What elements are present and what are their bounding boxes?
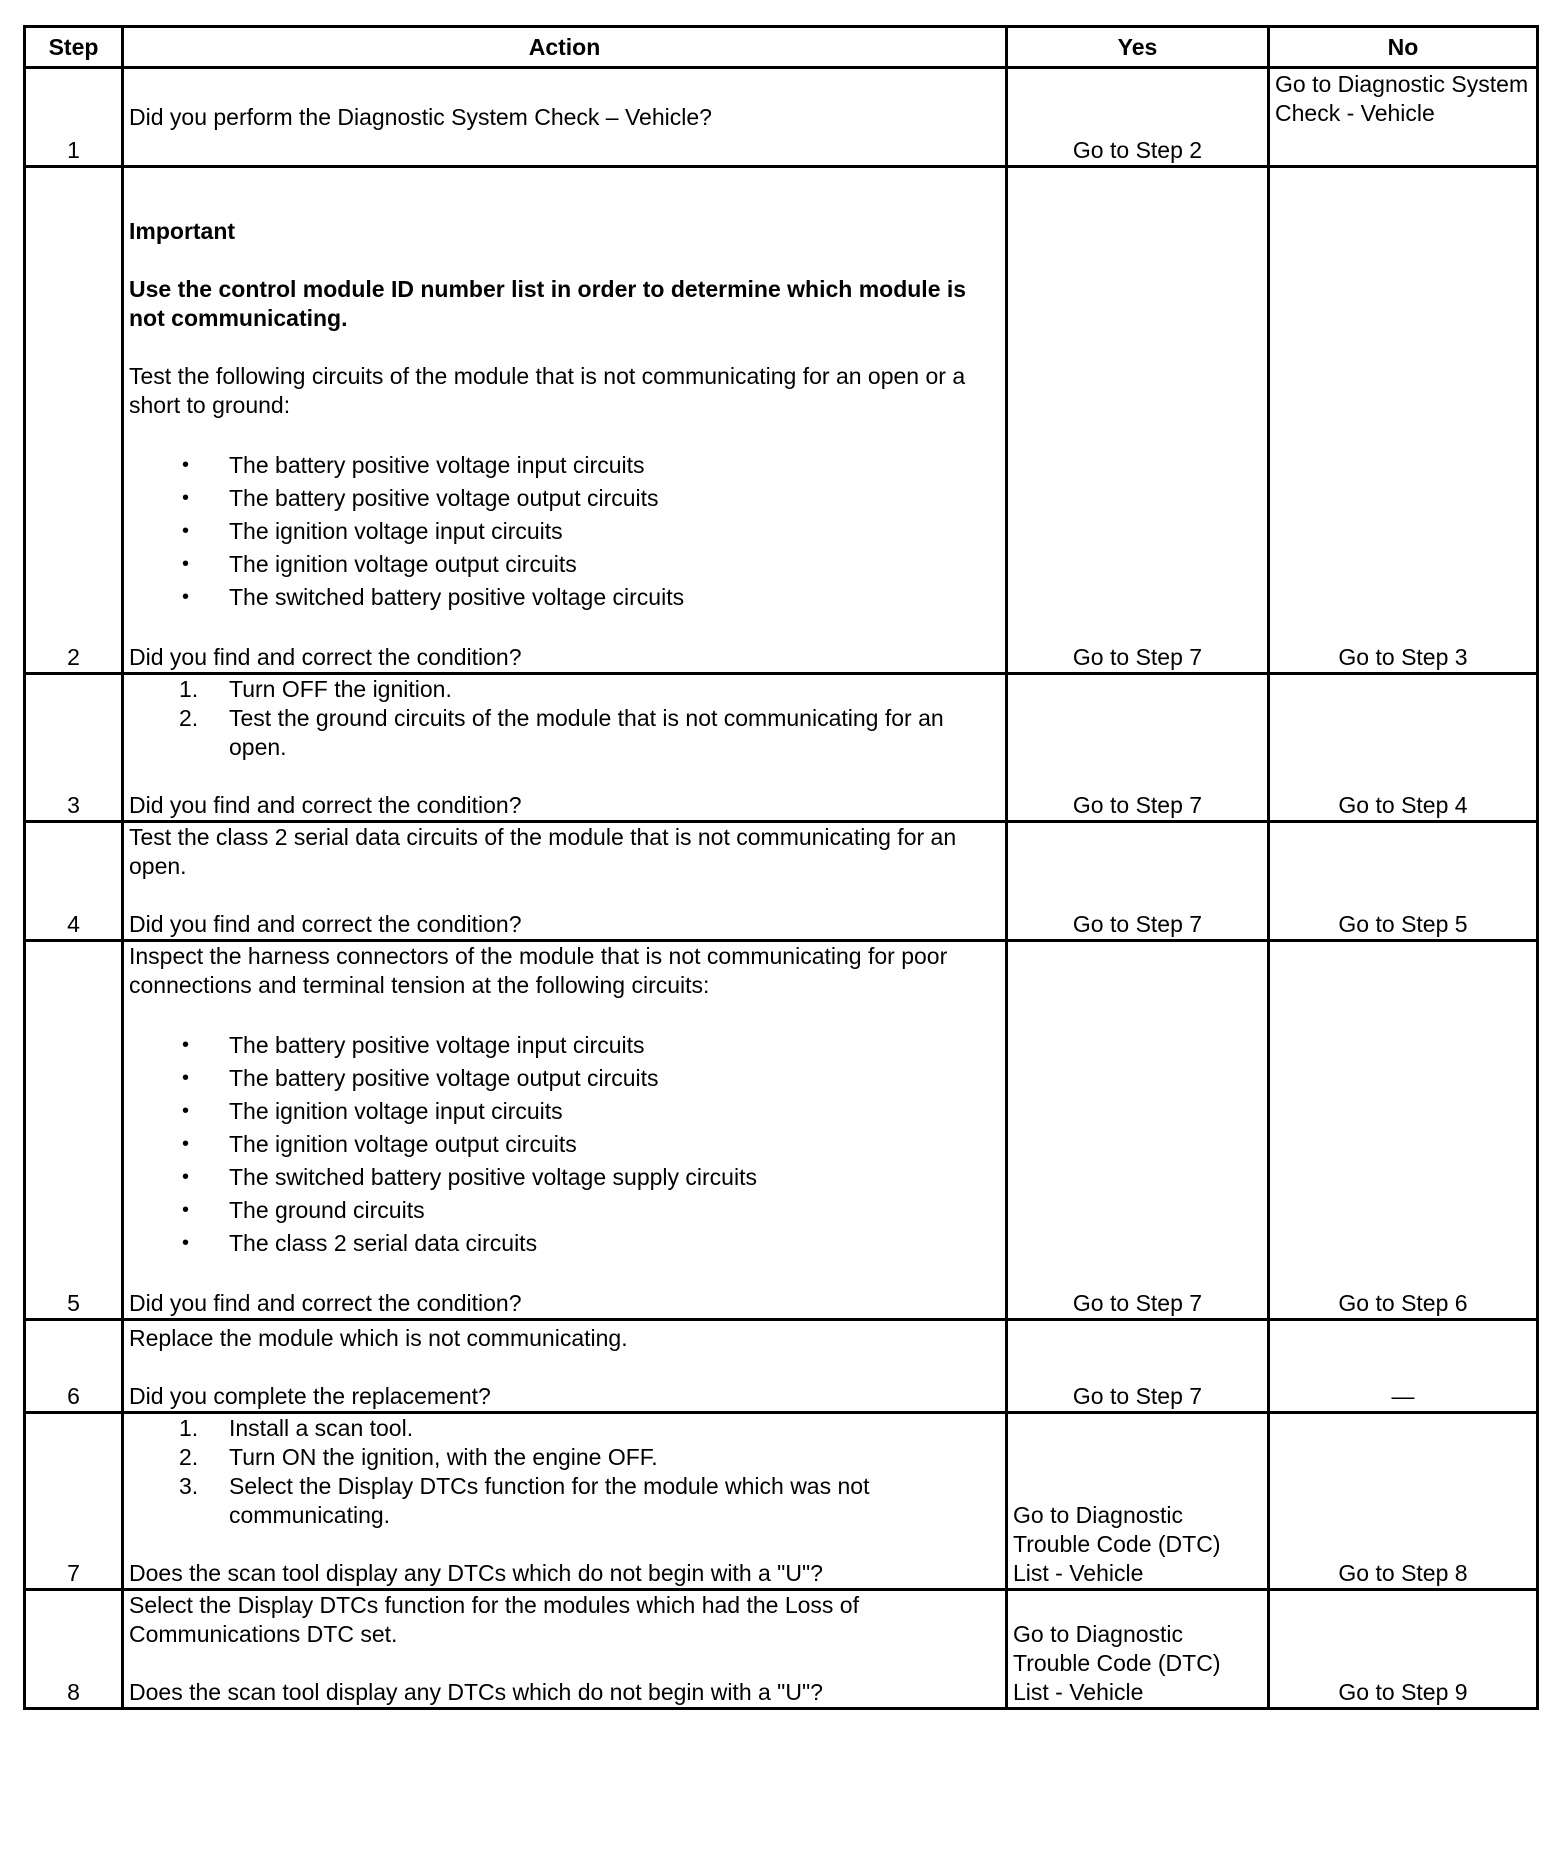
no-cell: Go to Step 8 [1269, 1413, 1538, 1590]
step-number: 8 [25, 1590, 123, 1709]
bullet-icon: • [182, 1133, 190, 1155]
list-item: 1. Install a scan tool. [179, 1415, 414, 1441]
header-action: Action [123, 27, 1007, 68]
bullet-icon: • [182, 586, 190, 608]
table-row-step-1 [25, 68, 1538, 167]
action-intro: Test the following circuits of the module that is not communicating for an open or a short to ground: [129, 363, 966, 418]
table-row-step-3 [25, 674, 1538, 822]
step-number: 1 [25, 68, 123, 167]
bullet-icon: • [182, 454, 190, 476]
step-number: 5 [25, 941, 123, 1320]
bullet-icon: • [182, 1232, 190, 1254]
action-question: Did you complete the replacement? [129, 1383, 491, 1409]
action-question: Does the scan tool display any DTCs which do not begin with a "U"? [129, 1560, 823, 1586]
step-number: 7 [25, 1413, 123, 1590]
yes-cell: Go to Step 7 [1007, 167, 1269, 674]
list-item: 1. Turn OFF the ignition. [179, 676, 452, 702]
bullet-icon: • [182, 1100, 190, 1122]
header-step: Step [25, 27, 123, 68]
action-intro: Inspect the harness connectors of the module that is not communicating for poor connections and terminal tension at the following circuits: [129, 943, 948, 998]
yes-cell: Go to Diagnostic Trouble Code (DTC) List - Vehicle [1007, 1590, 1269, 1709]
list-item: • The ignition voltage output circuits [129, 1128, 1000, 1161]
yes-cell: Go to Step 7 [1007, 1320, 1269, 1413]
action-cell [123, 941, 1007, 1320]
bullet-icon: • [182, 1199, 190, 1221]
no-cell: Go to Step 4 [1269, 674, 1538, 822]
step-number: 4 [25, 822, 123, 941]
diagnostic-table [23, 25, 1539, 1710]
list-item: • The switched battery positive voltage supply circuits [129, 1161, 1000, 1194]
list-item: 3. Select the Display DTCs function for the module which was not communicating. [179, 1473, 870, 1528]
important-text: Use the control module ID number list in order to determine which module is not communicating. [129, 276, 967, 331]
table-row-step-7 [25, 1413, 1538, 1590]
bullet-icon: • [182, 553, 190, 575]
action-intro: Test the class 2 serial data circuits of the module that is not communicating for an open. [129, 824, 957, 879]
action-cell [123, 167, 1007, 674]
action-question: Did you perform the Diagnostic System Check – Vehicle? [129, 103, 712, 130]
table-row-step-6 [25, 1320, 1538, 1413]
action-question: Did you find and correct the condition? [129, 644, 522, 670]
yes-cell: Go to Step 7 [1007, 941, 1269, 1320]
action-cell [123, 822, 1007, 941]
action-question: Did you find and correct the condition? [129, 911, 522, 937]
table-row-step-5 [25, 941, 1538, 1320]
list-item: • The battery positive voltage output circuits [129, 482, 1000, 515]
important-heading: Important [129, 218, 236, 244]
table-row-step-4 [25, 822, 1538, 941]
procedure-list [129, 1414, 1000, 1530]
yes-cell: Go to Diagnostic Trouble Code (DTC) List - Vehicle [1007, 1413, 1269, 1590]
header-yes: Yes [1007, 27, 1269, 68]
no-cell: — [1269, 1320, 1538, 1413]
action-intro: Select the Display DTCs function for the modules which had the Loss of Communications DTC set. [129, 1592, 859, 1647]
no-cell: Go to Step 9 [1269, 1590, 1538, 1709]
step-number: 2 [25, 167, 123, 674]
table-row-step-2 [25, 167, 1538, 674]
no-cell: Go to Diagnostic System Check - Vehicle [1269, 68, 1538, 167]
action-cell [123, 674, 1007, 822]
no-cell: Go to Step 3 [1269, 167, 1538, 674]
yes-cell: Go to Step 2 [1007, 68, 1269, 167]
action-cell [123, 1320, 1007, 1413]
bullet-icon: • [182, 1166, 190, 1188]
action-intro: Replace the module which is not communicating. [129, 1325, 628, 1351]
bullet-icon: • [182, 1034, 190, 1056]
yes-cell: Go to Step 7 [1007, 674, 1269, 822]
action-question: Did you find and correct the condition? [129, 792, 522, 818]
action-cell [123, 1590, 1007, 1709]
step-number: 3 [25, 674, 123, 822]
list-item: • The battery positive voltage input circuits [129, 1029, 1000, 1062]
list-item: • The battery positive voltage input circuits [129, 449, 1000, 482]
no-cell: Go to Step 6 [1269, 941, 1538, 1320]
yes-cell: Go to Step 7 [1007, 822, 1269, 941]
action-question: Did you find and correct the condition? [129, 1290, 522, 1316]
header-no: No [1269, 27, 1538, 68]
list-item: 2. Turn ON the ignition, with the engine OFF. [179, 1444, 658, 1470]
action-cell [123, 1413, 1007, 1590]
step-number: 6 [25, 1320, 123, 1413]
action-cell [123, 68, 1007, 167]
list-item: • The battery positive voltage output circuits [129, 1062, 1000, 1095]
circuit-list [129, 1029, 1000, 1260]
table-row-step-8 [25, 1590, 1538, 1709]
list-item: • The ignition voltage input circuits [129, 515, 1000, 548]
header-row [25, 27, 1538, 68]
list-item: • The switched battery positive voltage circuits [129, 581, 1000, 614]
list-item: • The ignition voltage output circuits [129, 548, 1000, 581]
no-cell: Go to Step 5 [1269, 822, 1538, 941]
circuit-list [129, 449, 1000, 614]
bullet-icon: • [182, 1067, 190, 1089]
list-item: • The class 2 serial data circuits [129, 1227, 1000, 1260]
list-item: • The ground circuits [129, 1194, 1000, 1227]
procedure-list [129, 675, 1000, 762]
list-item: 2. Test the ground circuits of the module that is not communicating for an open. [179, 705, 944, 760]
bullet-icon: • [182, 487, 190, 509]
list-item: • The ignition voltage input circuits [129, 1095, 1000, 1128]
action-question: Does the scan tool display any DTCs which do not begin with a "U"? [129, 1679, 823, 1705]
bullet-icon: • [182, 520, 190, 542]
